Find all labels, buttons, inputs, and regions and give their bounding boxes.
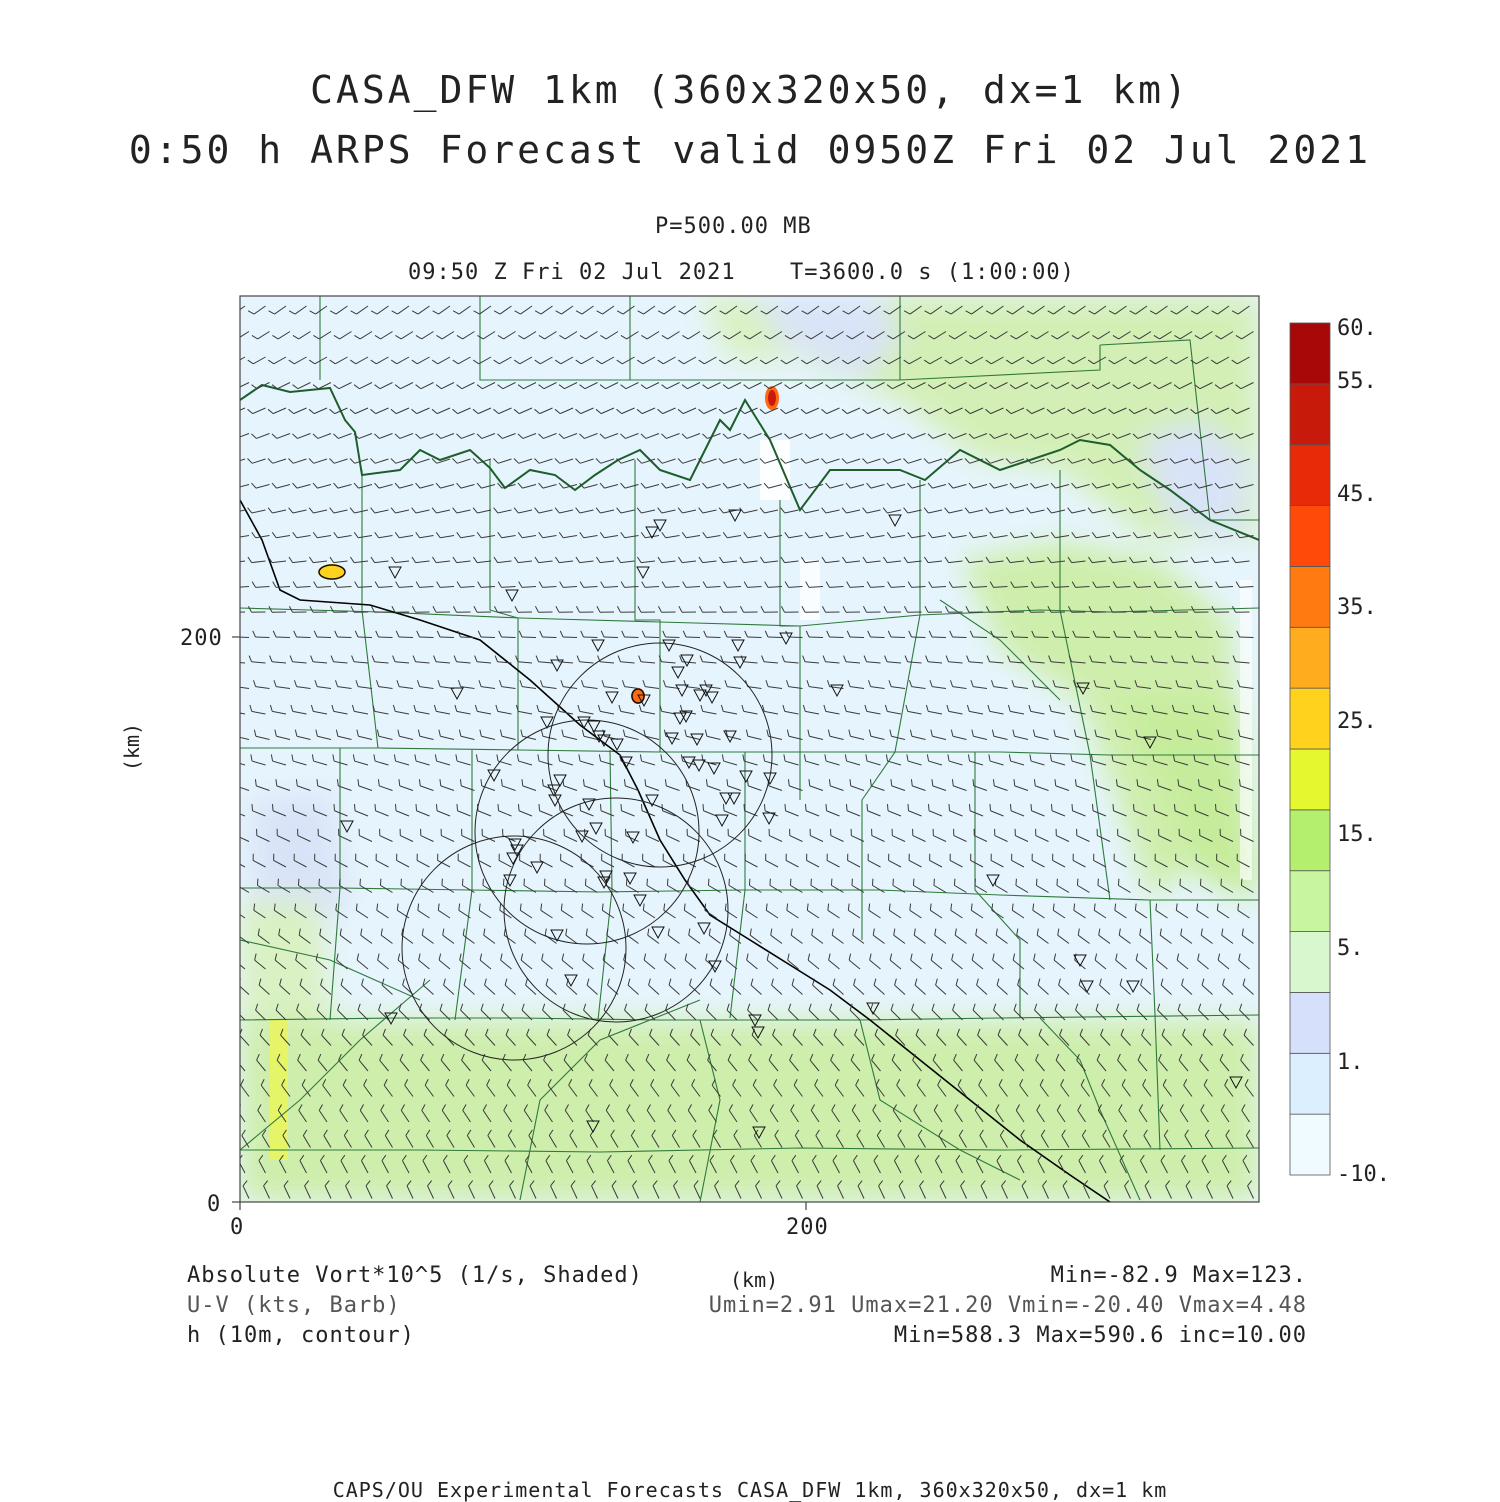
valid-time: 09:50 Z Fri 02 Jul 2021 xyxy=(408,260,736,285)
colorbar-segment xyxy=(1290,871,1330,932)
x-tick-0: 0 xyxy=(230,1215,244,1240)
colorbar-segment xyxy=(1290,445,1330,506)
colorbar-label-60: 60. xyxy=(1337,316,1377,341)
colorbar-label-35: 35. xyxy=(1337,595,1377,620)
colorbar-label-5: 5. xyxy=(1337,936,1364,961)
title-line-1: CASA_DFW 1km (360x320x50, dx=1 km) xyxy=(0,68,1500,112)
colorbar-label-45: 45. xyxy=(1337,482,1377,507)
vorticity-field xyxy=(240,296,1259,1202)
colorbar-segment xyxy=(1290,1114,1330,1175)
colorbar-segment xyxy=(1290,992,1330,1053)
stats-wind: Umin=2.91 Umax=21.20 Vmin=-20.40 Vmax=4.48 xyxy=(709,1293,1307,1318)
colorbar-segment xyxy=(1290,932,1330,993)
colorbar-segment xyxy=(1290,384,1330,445)
colorbar-segment xyxy=(1290,627,1330,688)
colorbar-segment xyxy=(1290,810,1330,871)
colorbar-label-25: 25. xyxy=(1337,709,1377,734)
model-time: T=3600.0 s (1:00:00) xyxy=(790,260,1075,285)
colorbar-label-15: 15. xyxy=(1337,822,1377,847)
colorbar-label-55: 55. xyxy=(1337,369,1377,394)
footer-credit: CAPS/OU Experimental Forecasts CASA_DFW 1km, 360x320x50, dx=1 km xyxy=(0,1478,1500,1502)
y-axis-label: (km) xyxy=(120,723,144,771)
colorbar-segment xyxy=(1290,506,1330,567)
stats-vorticity: Min=-82.9 Max=123. xyxy=(1051,1263,1307,1288)
y-tick-0: 0 xyxy=(207,1192,221,1217)
stats-height: Min=588.3 Max=590.6 inc=10.00 xyxy=(894,1323,1307,1348)
colorbar-label-minus10: -10. xyxy=(1337,1162,1390,1187)
title-line-2: 0:50 h ARPS Forecast valid 0950Z Fri 02 Jul 2021 xyxy=(0,128,1500,172)
x-axis-unit: (km) xyxy=(730,1268,778,1292)
colorbar-segment xyxy=(1290,323,1330,384)
legend-field-height: h (10m, contour) xyxy=(187,1323,415,1348)
legend-field-wind: U-V (kts, Barb) xyxy=(187,1293,401,1318)
colorbar-segment xyxy=(1290,749,1330,810)
colorbar xyxy=(1290,323,1330,1175)
colorbar-segment xyxy=(1290,1053,1330,1114)
colorbar-segment xyxy=(1290,566,1330,627)
colorbar-label-1: 1. xyxy=(1337,1050,1364,1075)
colorbar-segment xyxy=(1290,688,1330,749)
y-tick-200: 200 xyxy=(180,626,223,651)
x-tick-200: 200 xyxy=(786,1215,829,1240)
pressure-level: P=500.00 MB xyxy=(655,214,812,239)
legend-field-vorticity: Absolute Vort*10^5 (1/s, Shaded) xyxy=(187,1263,643,1288)
